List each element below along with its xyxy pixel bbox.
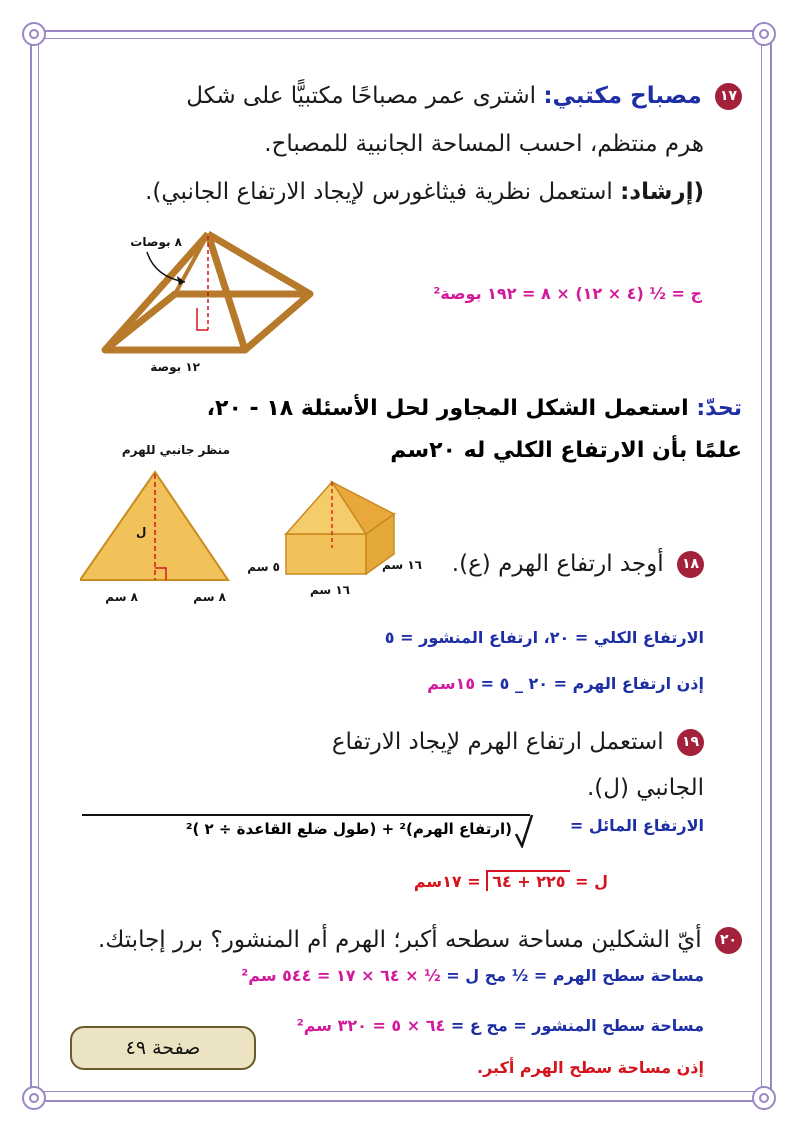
q20-ans2-calc: ٦٤ × ٥ = ٣٢٠ سم²	[296, 1016, 446, 1035]
q17-text-line1: اشترى عمر مصباحًا مكتبيًّا على شكل	[186, 83, 536, 109]
challenge-text-line1: استعمل الشكل المجاور لحل الأسئلة ١٨ - ٢٠،	[206, 396, 689, 421]
q19-calc-radicand: ٢٢٥ + ٦٤	[486, 870, 569, 891]
q18-ans1: الارتفاع الكلي = ٢٠، ارتفاع المنشور = ٥	[384, 628, 704, 647]
q20-answer-line2	[297, 1016, 704, 1035]
q17-hint-text: استعمل نظرية فيثاغورس لإيجاد الارتفاع الجانبي).	[145, 179, 613, 205]
q19-number: ١٩	[677, 729, 704, 756]
fig-label-slant: ٨ بوصات	[130, 235, 182, 249]
q18-ans2-prefix: إذن ارتفاع الهرم = ٢٠ _ ٥ =	[475, 674, 704, 693]
q20-answer-line1	[241, 966, 704, 985]
corner-ornament-tl	[22, 22, 46, 46]
q20-number: ٢٠	[715, 927, 742, 954]
q19-slant-label: الارتفاع المائل =	[569, 816, 704, 835]
q17-text-line2: هرم منتظم، احسب المساحة الجانبية للمصباح.	[264, 131, 704, 157]
corner-ornament-bl	[22, 1086, 46, 1110]
triangle-shape	[80, 472, 228, 580]
corner-ornament-tr	[752, 22, 776, 46]
q18-ans2-value: ١٥سم	[427, 674, 476, 693]
page-number-box	[70, 1026, 256, 1070]
label-8-right: ٨ سم	[193, 590, 226, 604]
corner-ornament-br	[752, 1086, 776, 1110]
page-number-label: صفحة ٤٩	[125, 1037, 201, 1059]
q18-number: ١٨	[677, 551, 704, 578]
q17-answer: ج = ½ (٤ × ١٢) × ٨ = ١٩٢ بوصة²	[433, 284, 702, 303]
q17-hint	[145, 178, 704, 208]
lamp-right-angle	[197, 308, 208, 330]
side-view-title: منظر جانبي للهرم	[121, 443, 230, 457]
q18-answer-line1	[385, 628, 704, 647]
side-view-triangle	[80, 468, 230, 588]
q20-text: أيّ الشكلين مساحة سطحه أكبر؛ الهرم أم المنشور؟ برر إجابتك.	[98, 927, 702, 953]
challenge-line1	[207, 396, 742, 421]
q18-question	[452, 550, 704, 580]
label-l: ل	[136, 525, 147, 539]
q17-hint-label: (إرشاد:	[620, 179, 704, 205]
challenge-text-line2: علمًا بأن الارتفاع الكلي له ٢٠سم	[390, 438, 742, 463]
q17-number: ١٧	[715, 83, 742, 110]
q20-ans2-label: مساحة سطح المنشور = مح ع =	[445, 1016, 704, 1035]
q20-ans1-calc: ½ × ٦٤ × ١٧ = ٥٤٤ سم²	[241, 966, 441, 985]
q19-line1	[332, 728, 704, 758]
prism-front	[286, 534, 366, 574]
label-16-side: ١٦ سم	[381, 558, 422, 572]
label-16-bottom: ١٦ سم	[309, 583, 350, 597]
q19-calc	[414, 872, 608, 891]
label-8-left: ٨ سم	[105, 590, 138, 604]
q19-calc-left: ل =	[575, 872, 608, 891]
label-5: ٥ سم	[247, 560, 280, 574]
sqrt-radical-sign	[514, 814, 534, 848]
q18-text: أوجد ارتفاع الهرم (ع).	[451, 551, 664, 577]
q20-conclusion: إذن مساحة سطح الهرم أكبر.	[477, 1058, 704, 1077]
challenge-label: تحدّ:	[696, 396, 742, 421]
q20-question	[98, 926, 742, 956]
q17-title: مصباح مكتبي:	[543, 83, 702, 109]
q19-calc-right: = ١٧سم	[413, 872, 481, 891]
fig-label-base: ١٢ بوصة	[150, 360, 200, 374]
q19-text-line1: استعمل ارتفاع الهرم لإيجاد الارتفاع	[331, 729, 664, 755]
q19-formula: (ارتفاع الهرم)² + (طول ضلع القاعدة ÷ ٢ )²	[185, 820, 512, 838]
q19-text-line2: الجانبي (ل).	[586, 775, 704, 801]
q17-line1	[186, 82, 742, 112]
q20-ans1-label: مساحة سطح الهرم = ½ مح ل =	[440, 966, 704, 985]
q18-answer-line2	[427, 674, 704, 693]
